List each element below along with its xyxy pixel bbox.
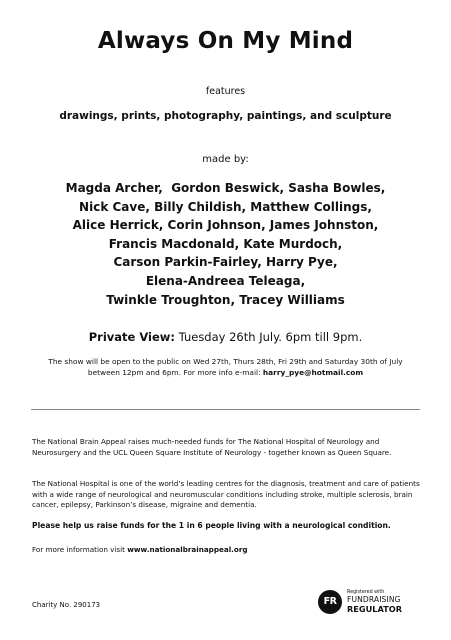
public-hours-text: between 12pm and 6pm. For more info e-mail: <box>87 368 263 377</box>
private-view-details: Tuesday 26th July. 6pm till 9pm. <box>175 330 363 344</box>
more-info-label: For more information visit <box>32 545 128 554</box>
artist-line: Carson Parkin-Fairley, Harry Pye, <box>113 255 338 270</box>
artist-line: Elena-Andreea Teleaga, <box>145 273 306 288</box>
fr-mark-icon: FR <box>318 590 342 614</box>
made-by-label: made by: <box>202 154 249 165</box>
media-list: drawings, prints, photography, paintings, and sculpture <box>59 110 392 122</box>
poster-title: Always On My Mind <box>97 28 354 54</box>
features-label: features <box>205 86 246 97</box>
fr-fundraising-label: FUNDRAISING <box>347 595 401 604</box>
fr-logo-text <box>347 590 427 614</box>
public-opening-hours <box>0 367 451 378</box>
charity-number: Charity No. 290173 <box>32 601 101 609</box>
section-divider <box>31 409 420 410</box>
artist-line: Nick Cave, Billy Childish, Matthew Collings, <box>79 199 372 214</box>
hospital-description: The National Hospital is one of the world’s leading centres for the diagnosis, treatment and care of patients with a wide range of neurological and neuromuscular conditions including stroke, multiple sclerosis, brain cancer, epilepsy, Parkinson’s disease, migraine and dementia. <box>32 479 420 510</box>
private-view-label: Private View: <box>88 330 176 344</box>
fr-regulator-label: REGULATOR <box>347 603 403 614</box>
more-info <box>32 545 422 556</box>
contact-email: harry_pye@hotmail.com <box>262 368 364 377</box>
charity-intro: The National Brain Appeal raises much-needed funds for The National Hospital of Neurology and Neurosurgery and the UCL Queen Square Institute of Neurology - together known as Queen Square. <box>32 437 392 457</box>
artist-line: Twinkle Troughton, Tracey Williams <box>106 292 345 307</box>
artist-line: Francis Macdonald, Kate Murdoch, <box>108 236 343 251</box>
private-view <box>0 330 451 344</box>
artist-line: Alice Herrick, Corin Johnson, James Johnston, <box>72 218 379 233</box>
artist-list <box>0 179 451 309</box>
fundraising-regulator-logo <box>318 590 424 618</box>
fr-registered-label: Registered with <box>347 590 385 595</box>
website-link: www.nationalbrainappeal.org <box>127 545 248 554</box>
artist-line: Magda Archer, Gordon Beswick, Sasha Bowles, <box>65 181 386 195</box>
public-opening-dates: The show will be open to the public on Wed 27th, Thurs 28th, Fri 29th and Saturday 30th of July <box>48 357 403 366</box>
fundraising-appeal: Please help us raise funds for the 1 in 6 people living with a neurological condition. <box>32 521 391 530</box>
public-opening-info <box>0 356 451 378</box>
